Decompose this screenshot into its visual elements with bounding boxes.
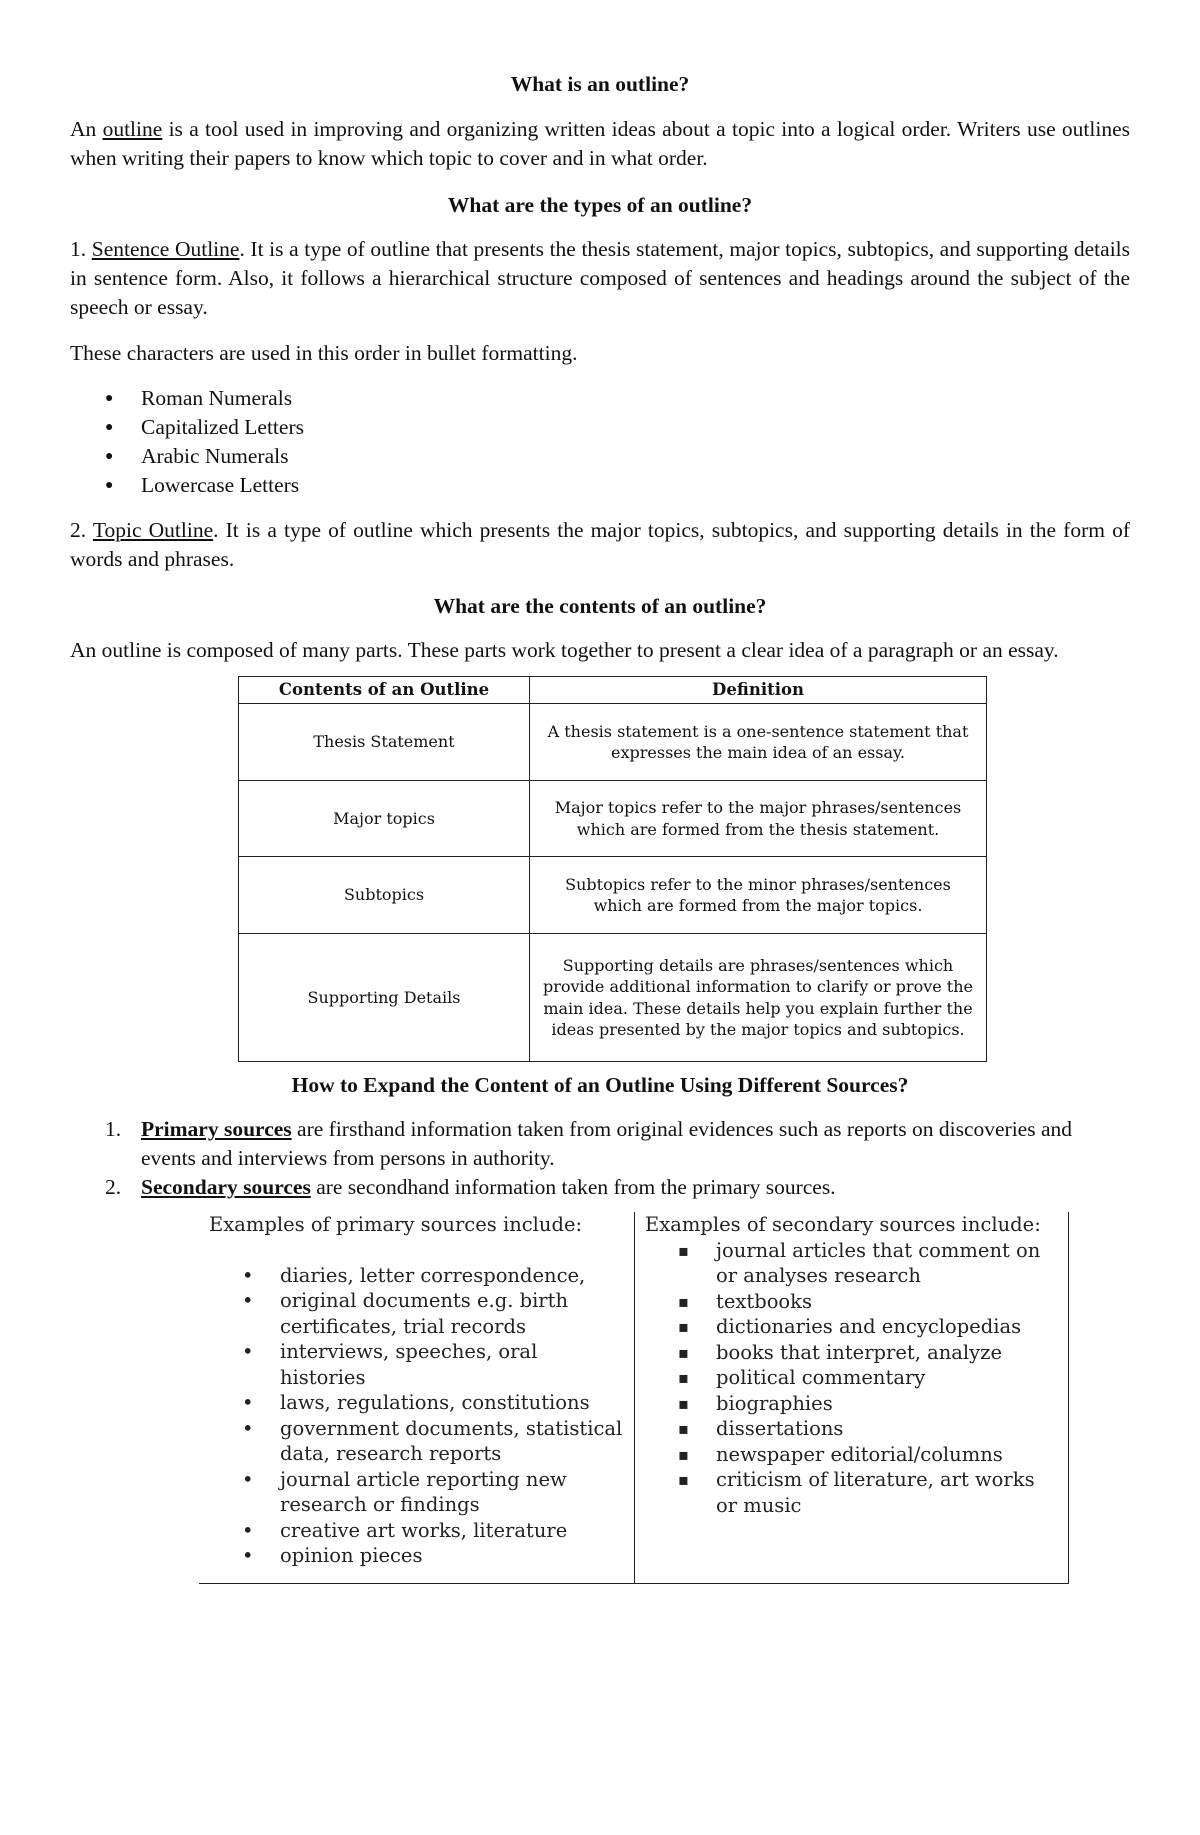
paragraph-sentence-outline: 1. Sentence Outline. It is a type of outline that presents the thesis statement, major topics, subtopics, and supporting details in sentence form. Also, it follows a hierarchical structure composed of sentences and headings around the subject of the speech or essay. [70,237,1131,319]
list-item: 1. Primary sources are firsthand information taken from original evidences such as reports on discoveries and events and interviews from persons in authority. [105,1117,1072,1170]
source-examples-table [199,1212,1069,1584]
primary-examples-list [209,1263,624,1569]
list-item: ▪ textbooks [645,1289,1058,1315]
heading-expand-content: How to Expand the Content of an Outline Using Different Sources? [291,1073,909,1097]
table-row [239,704,987,781]
paragraph-contents-intro: An outline is composed of many parts. These parts work together to present a clear idea of a paragraph or an essay. [70,638,1059,662]
list-item: ▪ dictionaries and encyclopedias [645,1314,1058,1340]
sources-numbered-list [105,1115,1130,1202]
term-outline: outline [102,117,163,141]
term-sentence-outline: Sentence Outline [91,237,240,261]
table-cell-part: Subtopics [239,857,530,934]
term-topic-outline: Topic Outline [92,518,214,542]
table-row [239,781,987,857]
list-item: ● Arabic Numerals [105,442,304,471]
table-cell-definition: A thesis statement is a one-sentence statement that expresses the main idea of an essay. [530,704,987,781]
secondary-examples-cell [635,1212,1069,1584]
list-item: ▪ newspaper editorial/columns [645,1442,1058,1468]
table-cell-definition: Subtopics refer to the minor phrases/sentences which are formed from the major topics. [530,857,987,934]
list-item: • laws, regulations, constitutions [209,1390,624,1416]
contents-table [238,676,987,1062]
list-item: ▪ dissertations [645,1416,1058,1442]
list-item: ▪ journal articles that comment on or analyses research [645,1238,1058,1289]
term-secondary-sources: Secondary sources [141,1175,311,1199]
list-item: • diaries, letter correspondence, [209,1263,624,1289]
list-item: • journal article reporting new research or findings [209,1467,624,1518]
primary-examples-cell [199,1212,635,1584]
secondary-examples-heading: Examples of secondary sources include: [645,1213,1041,1236]
table-header-row [239,677,987,704]
list-item: • government documents, statistical data, research reports [209,1416,624,1467]
primary-examples-heading: Examples of primary sources include: [209,1213,583,1236]
list-item: • interviews, speeches, oral histories [209,1339,624,1390]
list-item: ▪ books that interpret, analyze [645,1340,1058,1366]
list-item: • original documents e.g. birth certificates, trial records [209,1288,624,1339]
table-cell-part: Thesis Statement [239,704,530,781]
table-cell-definition: Supporting details are phrases/sentences which provide additional information to clarify or prove the main idea. These details help you explain further the ideas presented by the major topics and subtopics. [530,934,987,1062]
list-item: 2. Secondary sources are secondhand information taken from the primary sources. [105,1175,836,1199]
list-item: ▪ biographies [645,1391,1058,1417]
secondary-examples-list [645,1238,1058,1519]
column-header: Definition [530,677,987,704]
list-item: ● Roman Numerals [105,384,304,413]
list-item: ▪ political commentary [645,1365,1058,1391]
table-cell-part: Major topics [239,781,530,857]
table-row [239,934,987,1062]
heading-contents-of-outline: What are the contents of an outline? [433,594,767,618]
table-cell-definition: Major topics refer to the major phrases/sentences which are formed from the thesis statement. [530,781,987,857]
heading-what-is-outline: What is an outline? [510,72,690,96]
list-item: • creative art works, literature [209,1518,624,1544]
list-item: • opinion pieces [209,1543,624,1569]
list-item: ▪ criticism of literature, art works or music [645,1467,1058,1518]
list-item: ● Lowercase Letters [105,471,304,500]
paragraph-topic-outline: 2. Topic Outline. It is a type of outline which presents the major topics, subtopics, and supporting details in the form of words and phrases. [70,518,1130,571]
paragraph-bullet-intro: These characters are used in this order in bullet formatting. [70,341,578,365]
bullet-order-list [105,384,304,500]
paragraph-outline-definition: An outline is a tool used in improving and organizing written ideas about a topic into a logical order. Writers use outlines when writing their papers to know which topic to cover and in what order. [70,117,1130,170]
table-cell-part: Supporting Details [239,934,530,1062]
table-row [239,857,987,934]
term-primary-sources: Primary sources [141,1117,292,1141]
list-item: ● Capitalized Letters [105,413,304,442]
column-header: Contents of an Outline [239,677,530,704]
heading-types-of-outline: What are the types of an outline? [447,193,753,217]
